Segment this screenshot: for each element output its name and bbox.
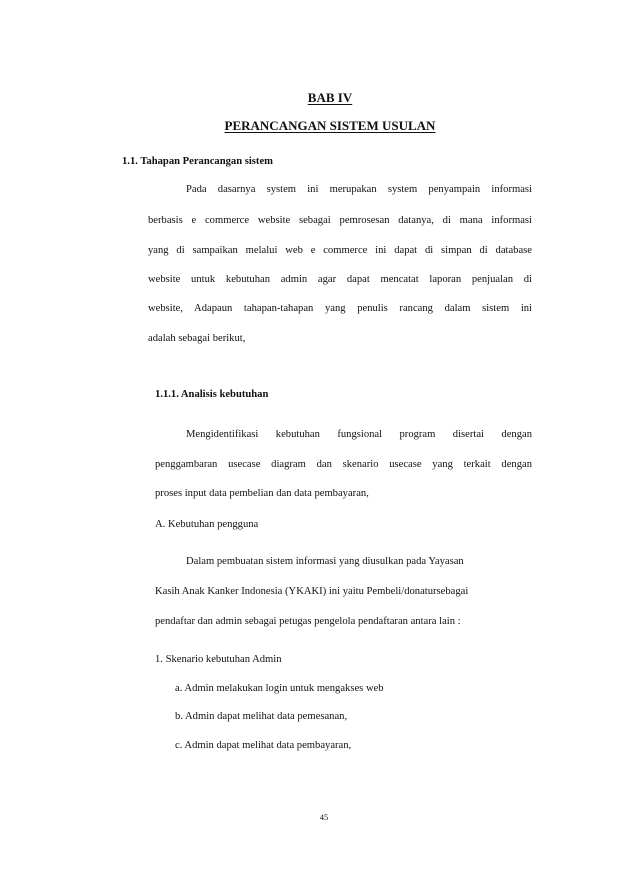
section-paragraph-line: Pada dasarnya system ini merupakan system penyampain informasi — [186, 184, 532, 195]
list-1-item: a. Admin melakukan login untuk mengakses web — [175, 683, 384, 694]
subsection-paragraph-line: penggambaran usecase diagram dan skenario usecase yang terkait dengan — [155, 459, 532, 470]
section-paragraph-line: yang di sampaikan melalui web e commerce ini dapat di simpan di database — [148, 245, 532, 256]
page-number: 45 — [319, 812, 329, 822]
section-heading: 1.1. Tahapan Perancangan sistem — [122, 156, 273, 167]
list-a-paragraph-line: pendaftar dan admin sebagai petugas pengelola pendaftaran antara lain : — [155, 616, 461, 627]
list-1-item: c. Admin dapat melihat data pembayaran, — [175, 740, 352, 751]
list-a-paragraph-line: Dalam pembuatan sistem informasi yang diusulkan pada Yayasan — [186, 556, 464, 567]
list-a-label: A. Kebutuhan pengguna — [155, 519, 259, 530]
chapter-title: BAB IV — [307, 90, 353, 105]
subsection-paragraph-line: Mengidentifikasi kebutuhan fungsional program disertai dengan — [186, 429, 532, 440]
section-paragraph-line: adalah sebagai berikut, — [148, 333, 246, 344]
list-a-paragraph-line: Kasih Anak Kanker Indonesia (YKAKI) ini yaitu Pembeli/donatursebagai — [155, 586, 469, 597]
section-paragraph-line: berbasis e commerce website sebagai pemrosesan datanya, di mana informasi — [148, 215, 532, 226]
subsection-paragraph-line: proses input data pembelian dan data pembayaran, — [155, 488, 369, 499]
chapter-subtitle: PERANCANGAN SISTEM USULAN — [224, 118, 436, 133]
section-paragraph-line: website, Adapaun tahapan-tahapan yang penulis rancang dalam sistem ini — [148, 303, 532, 314]
section-paragraph-line: website untuk kebutuhan admin agar dapat mencatat laporan penjualan di — [148, 274, 532, 285]
list-1-label: 1. Skenario kebutuhan Admin — [155, 654, 282, 665]
list-1-item: b. Admin dapat melihat data pemesanan, — [175, 711, 348, 722]
subsection-heading: 1.1.1. Analisis kebutuhan — [155, 389, 269, 400]
